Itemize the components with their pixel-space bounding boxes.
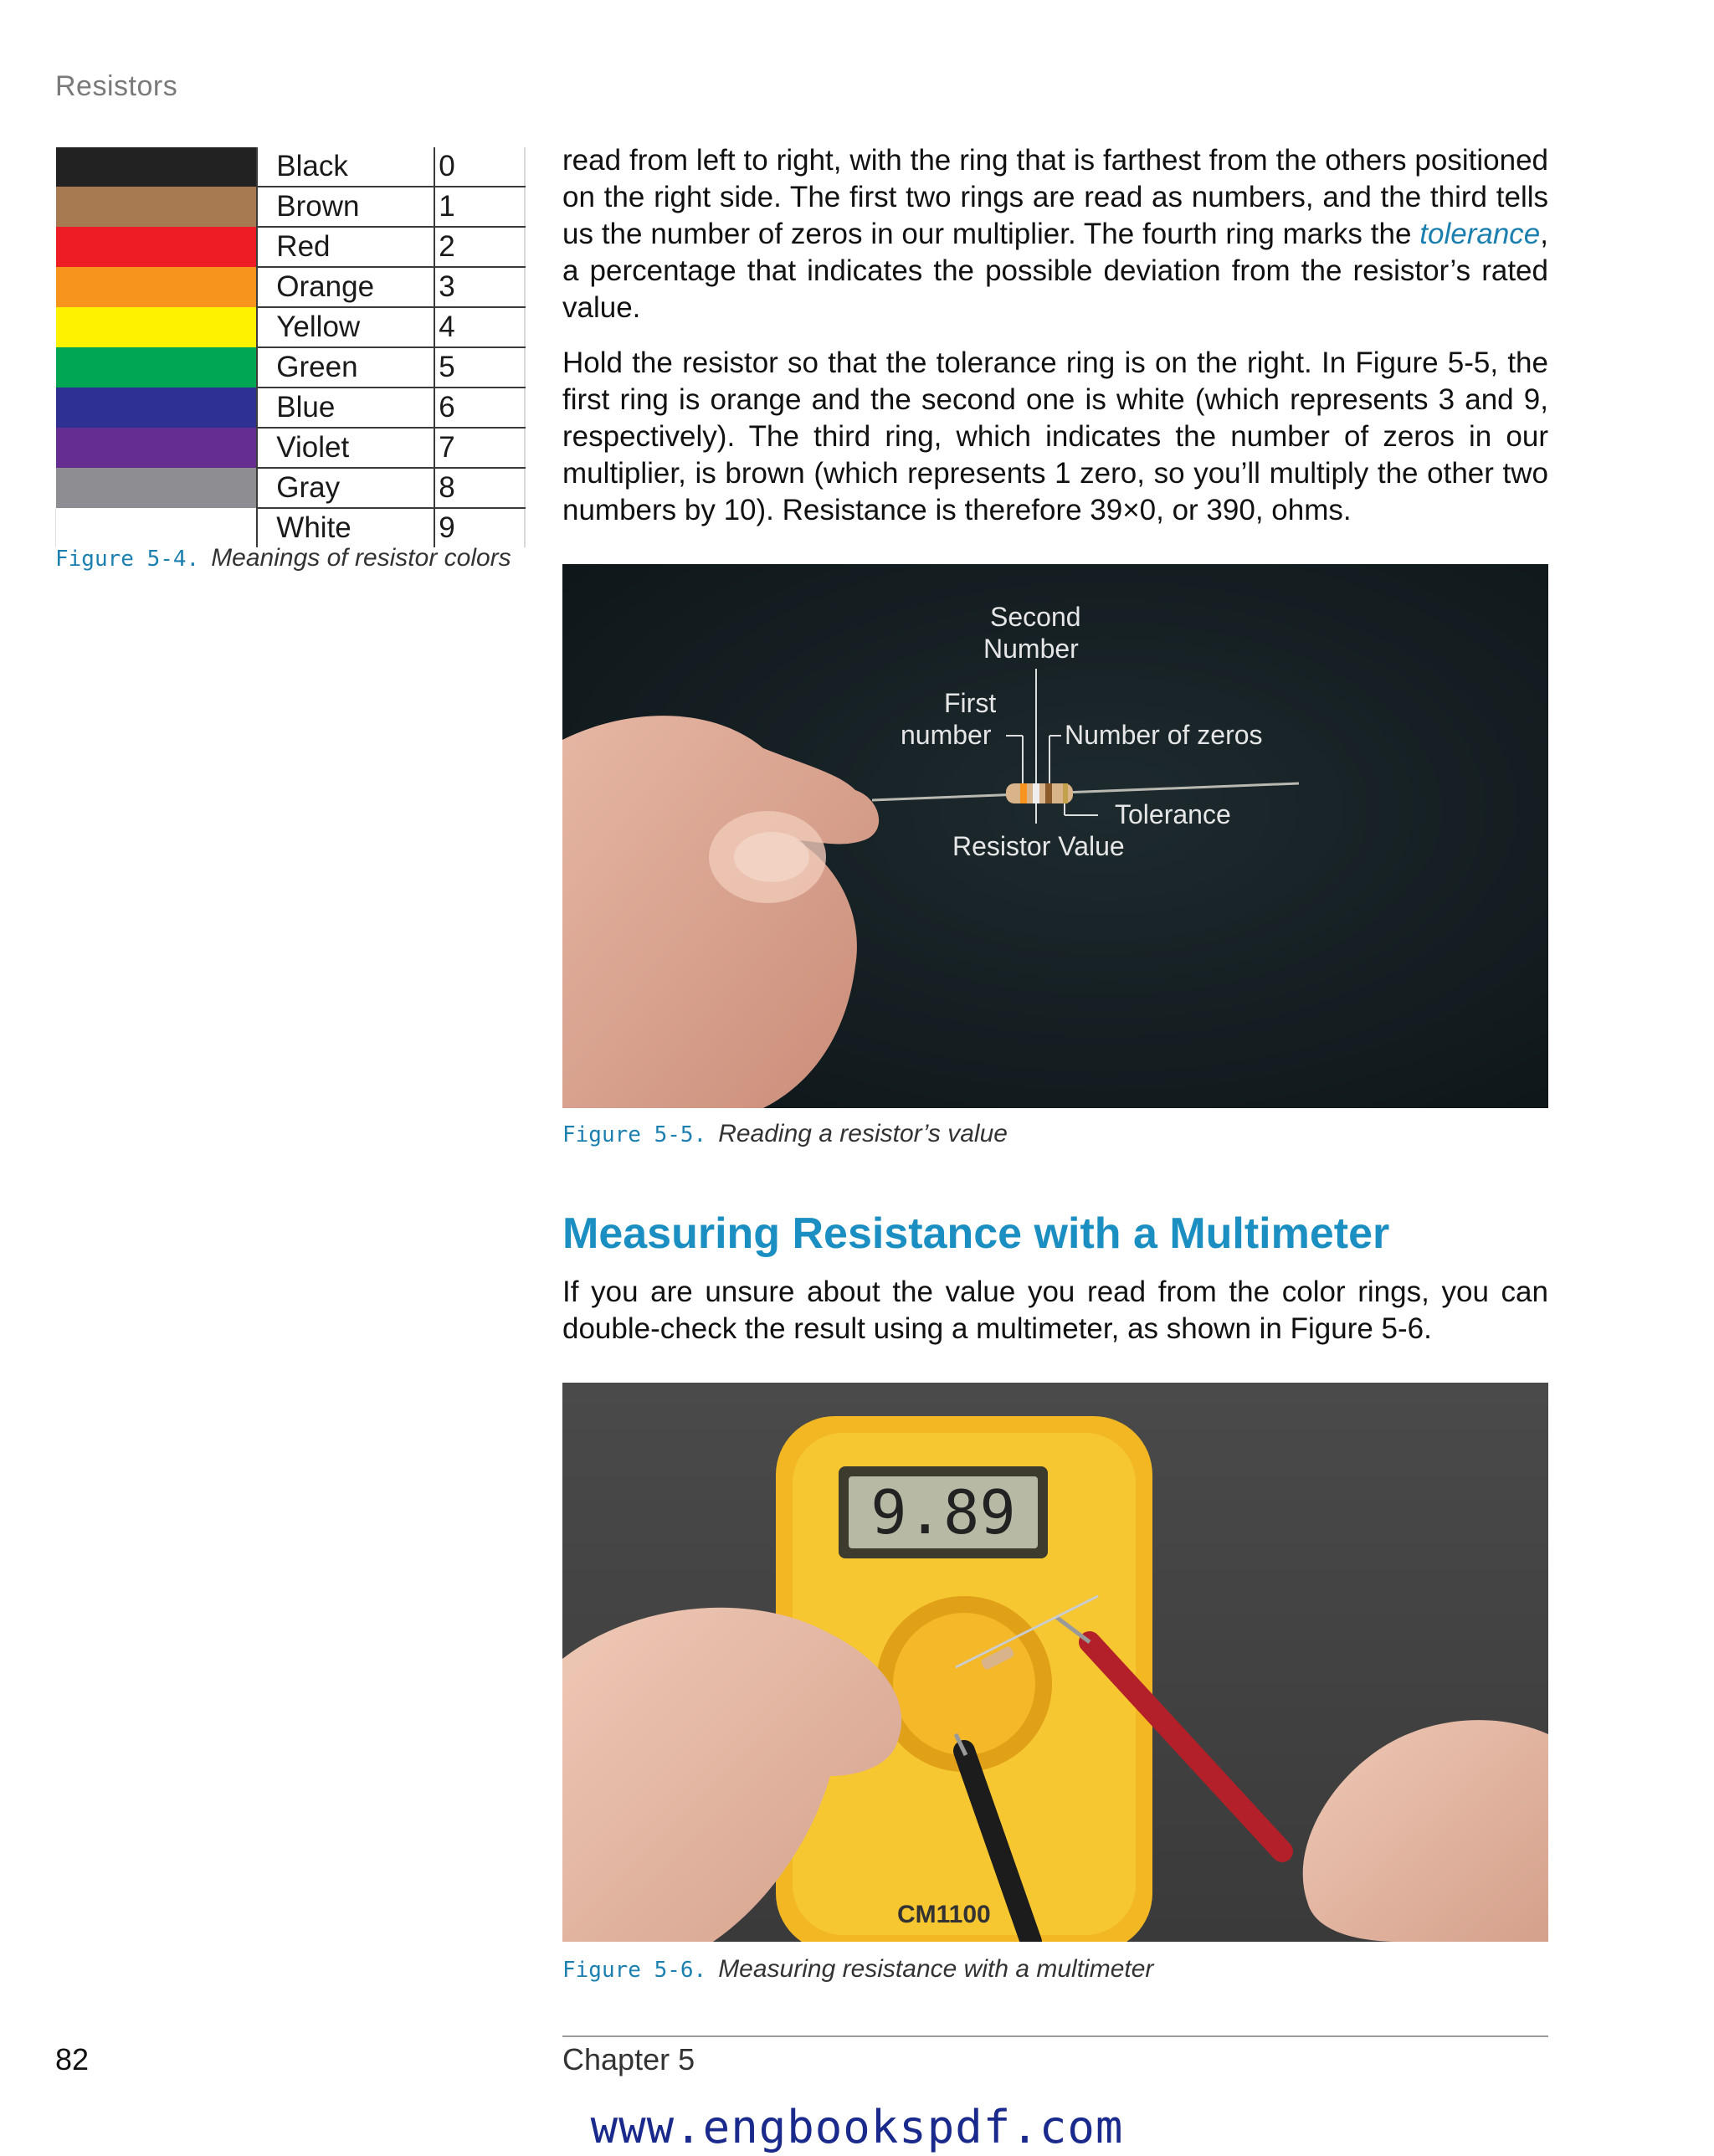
resistor-color-table <box>55 147 526 547</box>
color-name: Brown <box>257 187 434 227</box>
color-name: Red <box>257 227 434 267</box>
body-text-top <box>562 142 1548 547</box>
color-swatch <box>56 147 258 187</box>
label-tolerance: Tolerance <box>1115 799 1231 829</box>
color-swatch <box>56 468 258 508</box>
color-value: 1 <box>434 187 525 227</box>
figure-5-4-caption <box>55 544 511 572</box>
watermark-link[interactable]: www.engbookspdf.com <box>590 2101 1124 2153</box>
body-text-section <box>562 1274 1548 1366</box>
color-row-red <box>56 227 526 267</box>
label-resistor-value: Resistor Value <box>952 831 1125 861</box>
color-name: Violet <box>257 428 434 468</box>
color-swatch <box>56 347 258 388</box>
multimeter-model-label: CM1100 <box>897 1901 991 1928</box>
figure-label: Figure 5-5. <box>562 1122 707 1147</box>
color-value: 8 <box>434 468 525 508</box>
color-row-orange <box>56 267 526 307</box>
figure-5-5-photo <box>562 564 1548 1108</box>
color-row-yellow <box>56 307 526 347</box>
paragraph: read from left to right, with the ring that is farthest from the others positioned on the right side. The first two rings are read as numbers, and the third tells us the number of zeros in our multiplier. The fourth ring marks the tolerance, a percentage that indicates the possible deviation from the resistor’s rated value. <box>562 144 1548 324</box>
color-name: Blue <box>257 388 434 428</box>
label-first-number-2: number <box>901 720 992 750</box>
color-swatch <box>56 227 258 267</box>
color-value: 9 <box>434 508 525 547</box>
color-row-white <box>56 508 526 547</box>
figure-caption-text: Measuring resistance with a multimeter <box>718 1955 1154 1983</box>
label-second-number-2: Number <box>983 634 1079 664</box>
running-head: Resistors <box>55 70 178 102</box>
term-tolerance: tolerance <box>1419 218 1541 250</box>
color-value: 4 <box>434 307 525 347</box>
figure-label: Figure 5-6. <box>562 1958 707 1983</box>
figure-label: Figure 5-4. <box>55 547 200 572</box>
color-row-blue <box>56 388 526 428</box>
color-value: 5 <box>434 347 525 388</box>
figure-5-6-caption <box>562 1955 1153 1984</box>
figure-5-6-photo <box>562 1383 1548 1942</box>
label-number-of-zeros: Number of zeros <box>1065 720 1263 750</box>
section-heading: Measuring Resistance with a Multimeter <box>562 1209 1390 1258</box>
color-swatch <box>56 508 258 547</box>
color-name: Orange <box>257 267 434 307</box>
footer-rule <box>562 2035 1548 2037</box>
color-name: White <box>257 508 434 547</box>
color-name: Gray <box>257 468 434 508</box>
paragraph: If you are unsure about the value you read from the color rings, you can double-check the result using a multimeter, as shown in Figure 5-6. <box>562 1276 1548 1345</box>
chapter-label: Chapter 5 <box>562 2042 695 2076</box>
figure-5-5-caption <box>562 1120 1008 1148</box>
paragraph: Hold the resistor so that the tolerance ring is on the right. In Figure 5-5, the first ring is orange and the second one is white (which represents 3 and 9, respectively). The third ring, which indicates the number of zeros in our multiplier, is brown (which represents 1 zero, so you’ll multiply the other two numbers by 10). Resistance is therefore 39×0, or 390, ohms. <box>562 346 1548 526</box>
label-second-number-1: Second <box>990 602 1081 632</box>
color-name: Green <box>257 347 434 388</box>
figure-caption-text: Reading a resistor’s value <box>718 1120 1008 1147</box>
color-value: 0 <box>434 147 525 187</box>
color-swatch <box>56 428 258 468</box>
page-number: 82 <box>55 2042 90 2076</box>
color-value: 7 <box>434 428 525 468</box>
color-swatch <box>56 307 258 347</box>
label-first-number-1: First <box>944 688 997 718</box>
color-name: Black <box>257 147 434 187</box>
color-value: 2 <box>434 227 525 267</box>
color-value: 3 <box>434 267 525 307</box>
color-swatch <box>56 267 258 307</box>
multimeter-display-reading: 9.89 <box>870 1477 1016 1548</box>
color-value: 6 <box>434 388 525 428</box>
color-row-violet <box>56 428 526 468</box>
color-swatch <box>56 187 258 227</box>
figure-caption-text: Meanings of resistor colors <box>211 544 511 572</box>
color-swatch <box>56 388 258 428</box>
color-row-gray <box>56 468 526 508</box>
color-name: Yellow <box>257 307 434 347</box>
color-row-brown <box>56 187 526 227</box>
color-row-black <box>56 147 526 187</box>
color-row-green <box>56 347 526 388</box>
